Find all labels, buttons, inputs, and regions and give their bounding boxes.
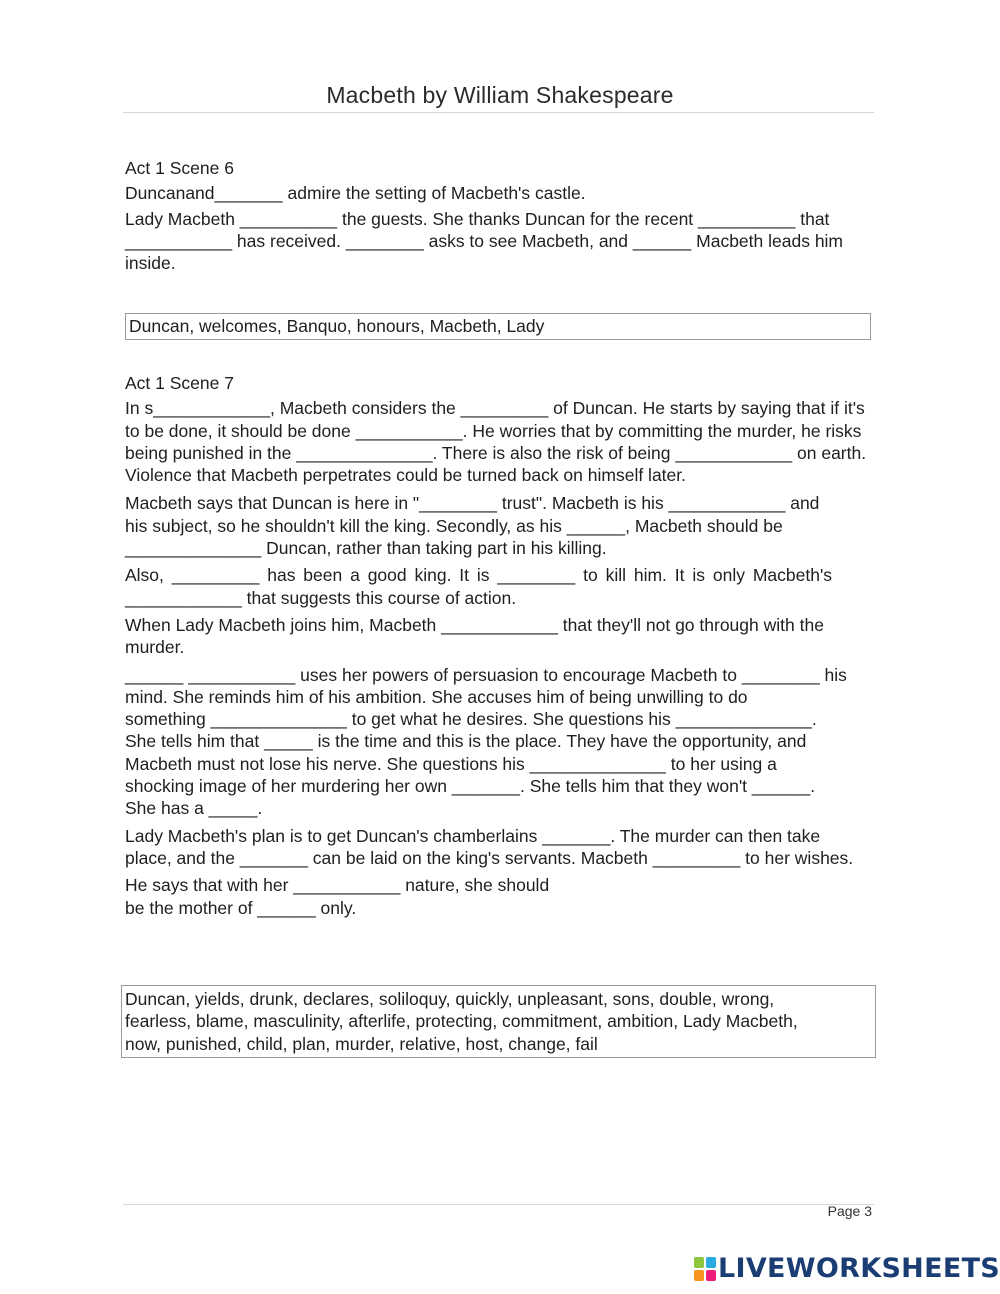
text-line: to be done, it should be done ___________. He worries that by committing the murder, he risks <box>125 420 862 441</box>
scene7-paragraph <box>125 397 887 486</box>
page-title: Macbeth by William Shakespeare <box>326 82 674 108</box>
text-line: being punished in the ______________. There is also the risk of being ____________ on earth. <box>125 442 867 463</box>
liveworksheets-brand[interactable] <box>694 1254 1000 1284</box>
scene6-paragraph <box>125 182 887 204</box>
scene7-heading: Act 1 Scene 7 <box>125 373 234 393</box>
scene7-paragraph <box>125 614 887 659</box>
text-line: ___________ has received. ________ asks to see Macbeth, and ______ Macbeth leads him <box>125 230 844 251</box>
scene7-paragraph <box>125 564 887 609</box>
text-line: inside. <box>125 253 176 274</box>
liveworksheets-logo-icon <box>694 1257 716 1281</box>
word-bank-line: Duncan, yields, drunk, declares, soliloquy, quickly, unpleasant, sons, double, wrong, <box>125 989 775 1009</box>
scene6-heading: Act 1 Scene 6 <box>125 158 234 178</box>
scene7-paragraph <box>125 492 887 559</box>
scene7-paragraph <box>125 874 887 919</box>
footer-divider <box>123 1204 874 1205</box>
text-line: ____________ that suggests this course of action. <box>125 587 517 608</box>
word-bank-line: now, punished, child, plan, murder, relative, host, change, fail <box>125 1033 598 1054</box>
text-line: Macbeth must not lose his nerve. She questions his ______________ to her using a <box>125 753 777 774</box>
text-line: She tells him that _____ is the time and this is the place. They have the opportunity, and <box>125 731 807 752</box>
text-line: Also, _________ has been a good king. It is ________ to kill him. It is only Macbeth's <box>125 565 833 586</box>
text-line: In s____________, Macbeth considers the _________ of Duncan. He starts by saying that if it's <box>125 398 865 419</box>
worksheet-content <box>125 157 887 274</box>
brand-wordmark: LIVEWORKSHEETS <box>718 1253 1000 1284</box>
worksheet-content-scene7 <box>125 372 887 919</box>
text-line: Violence that Macbeth perpetrates could be turned back on himself later. <box>125 465 686 486</box>
text-line: be the mother of ______ only. <box>125 897 357 918</box>
text-line: something ______________ to get what he desires. She questions his ______________. <box>125 709 817 730</box>
text-line: Lady Macbeth __________ the guests. She thanks Duncan for the recent __________ that <box>125 208 830 229</box>
text-line: place, and the _______ can be laid on the king's servants. Macbeth _________ to her wishes. <box>125 847 854 868</box>
header-divider <box>123 112 874 113</box>
text-line: Lady Macbeth's plan is to get Duncan's chamberlains _______. The murder can then take <box>125 825 821 846</box>
text-line: his subject, so he shouldn't kill the king. Secondly, as his ______, Macbeth should be <box>125 515 783 536</box>
text-line: Duncanand_______ admire the setting of Macbeth's castle. <box>125 183 586 204</box>
text-line: mind. She reminds him of his ambition. She accuses him of being unwilling to do <box>125 686 748 707</box>
text-line: He says that with her ___________ nature, she should <box>125 875 550 896</box>
word-bank-line: fearless, blame, masculinity, afterlife, protecting, commitment, ambition, Lady Macbeth, <box>125 1011 798 1032</box>
text-line: shocking image of her murdering her own _______. She tells him that they won't ______. <box>125 776 816 797</box>
scene7-paragraph <box>125 825 887 870</box>
scene7-word-bank <box>121 985 876 1058</box>
text-line: Macbeth says that Duncan is here in "________ trust". Macbeth is his ____________ and <box>125 493 820 514</box>
text-line: When Lady Macbeth joins him, Macbeth ____________ that they'll not go through with the <box>125 614 824 635</box>
text-line: ______________ Duncan, rather than taking part in his killing. <box>125 538 607 559</box>
text-line: murder. <box>125 637 185 658</box>
scene7-paragraph <box>125 664 887 820</box>
scene6-word-bank: Duncan, welcomes, Banquo, honours, Macbeth, Lady <box>125 313 871 340</box>
page-number: Page 3 <box>827 1203 872 1219</box>
text-line: She has a _____. <box>125 798 263 819</box>
text-line: ______ ___________ uses her powers of persuasion to encourage Macbeth to ________ his <box>125 664 847 685</box>
scene6-paragraph <box>125 208 887 275</box>
